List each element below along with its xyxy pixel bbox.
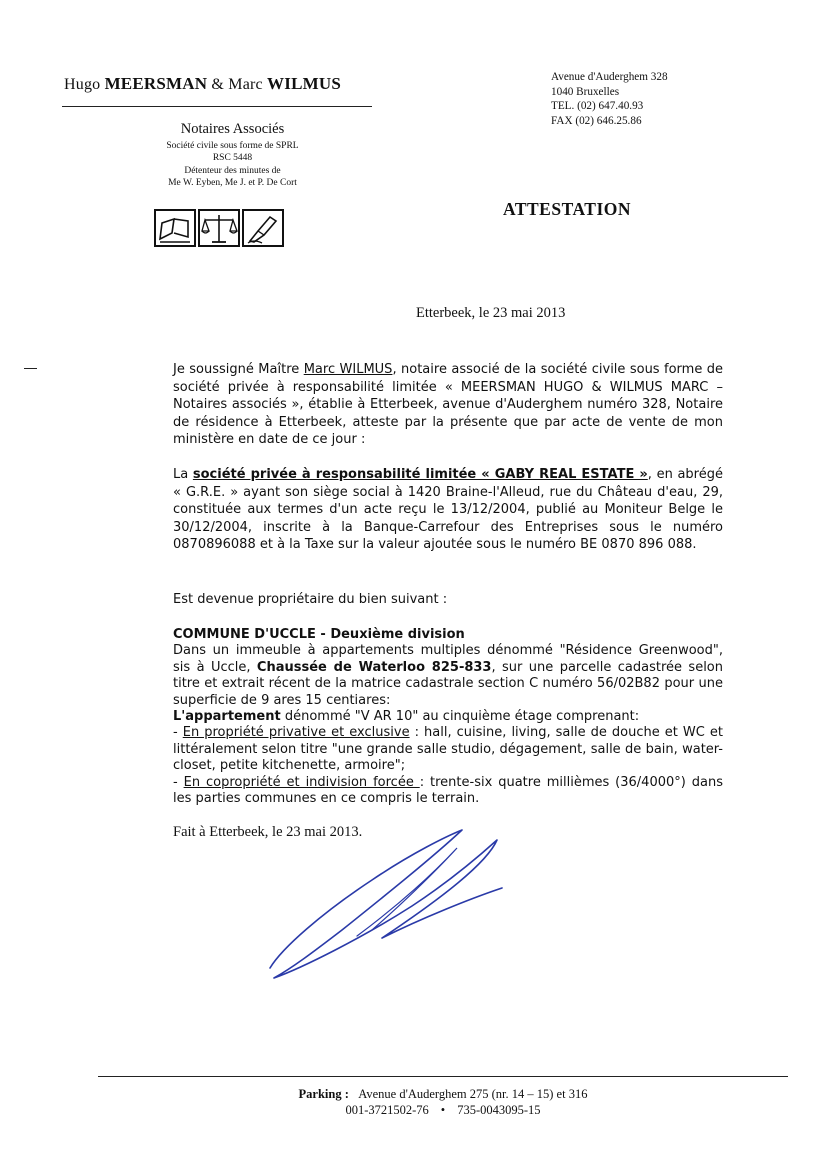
property-heading: COMMUNE D'UCCLE - Deuxième division (173, 627, 465, 642)
address-block (551, 70, 668, 128)
bank-account: 001-3721502-76 (345, 1103, 429, 1117)
notary-logo-icon (154, 209, 284, 247)
address-line: Avenue d'Auderghem 328 (551, 71, 668, 83)
firm-line: Détenteur des minutes de (184, 165, 281, 176)
property-description (173, 627, 723, 807)
firm-line: Société civile sous forme de SPRL (166, 141, 299, 151)
paragraph-owner: Est devenue propriétaire du bien suivant : (173, 592, 448, 607)
firm-line: Me W. Eyben, Me J. et P. De Cort (168, 178, 297, 189)
parking-label: Parking : (298, 1087, 349, 1101)
firm-line: RSC 5448 (212, 153, 253, 164)
notary-name: Marc WILMUS (303, 362, 393, 377)
property-item-common: - En copropriété et indivision forcée : trente-six quatre millièmes (36/4000°) dans les parties communes en ce compris le terrain. (173, 774, 723, 807)
first-name-1: Hugo (64, 76, 101, 93)
closing-line: Fait à Etterbeek, le 23 mai 2013. (173, 824, 363, 840)
parking-address: Avenue d'Auderghem 275 (nr. 14 – 15) et 316 (358, 1087, 588, 1101)
firm-title: Notaires Associés (180, 121, 285, 137)
first-name-2: Marc (228, 76, 263, 93)
company-name: société privée à responsabilité limitée « GABY REAL ESTATE » (192, 467, 648, 482)
margin-mark (24, 368, 37, 369)
document-title: ATTESTATION (503, 199, 632, 219)
bullet-separator: • (440, 1103, 446, 1117)
last-name-1: MEERSMAN (104, 74, 208, 93)
ampersand: & (211, 76, 225, 93)
parking-line (98, 1086, 788, 1102)
notary-names (64, 74, 341, 94)
paragraph-buyer: La société privée à responsabilité limitée « GABY REAL ESTATE », en abrégé « G.R.E. » ayant son siège social à 1420 Braine-l'Alleud, rue du Château d'eau, 29, constituée aux termes d'un acte reçu le 13/12/2004, publié au Moniteur Belge le 30/12/2004, inscrite à la Banque-Carrefour des Entreprises sous le numéro 0870896088 et à la Taxe sur la valeur ajoutée sous le numéro BE 0870 896 088. (173, 467, 723, 552)
street-address: Chaussée de Waterloo 825-833 (256, 659, 492, 675)
footer (98, 1086, 788, 1118)
date-line: Etterbeek, le 23 mai 2013 (416, 305, 566, 321)
accounts-line (98, 1102, 788, 1118)
apartment-label: L'appartement (173, 709, 281, 725)
property-location: Dans un immeuble à appartements multiples dénommé "Résidence Greenwood", sis à Uccle, Chaussée de Waterloo 825-833, sur une parcelle cadastrée selon titre et extrait récent de la matrice cadastrale section C numéro 56/02B82 pour une superficie de 9 ares 15 centiares: (173, 643, 723, 708)
fax-line: FAX (02) 646.25.86 (551, 114, 642, 127)
last-name-2: WILMUS (267, 74, 341, 93)
signature-icon (262, 818, 512, 988)
header-rule (62, 106, 372, 107)
bank-account: 735-0043095-15 (457, 1103, 541, 1117)
property-item-private: - En propriété privative et exclusive : hall, cuisine, living, salle de douche et WC et littéralement selon titre "une grande salle studio, dégagement, salle de bain, water-closet, petite kitchenette, armoire"; (173, 725, 723, 774)
footer-rule (98, 1076, 788, 1077)
phone-line: TEL. (02) 647.40.93 (551, 100, 644, 113)
address-line: 1040 Bruxelles (551, 85, 620, 98)
apartment-line: L'appartement dénommé "V AR 10" au cinquième étage comprenant: (173, 709, 640, 725)
firm-block (130, 121, 335, 190)
paragraph-declaration: Je soussigné Maître Marc WILMUS, notaire associé de la société civile sous forme de société privée à responsabilité limitée « MEERSMAN HUGO & WILMUS MARC – Notaires associés », établie à Etterbeek, avenue d'Auderghem numéro 328, Notaire de résidence à Etterbeek, atteste par la présente que par acte de vente de mon ministère en date de ce jour : (173, 362, 724, 447)
